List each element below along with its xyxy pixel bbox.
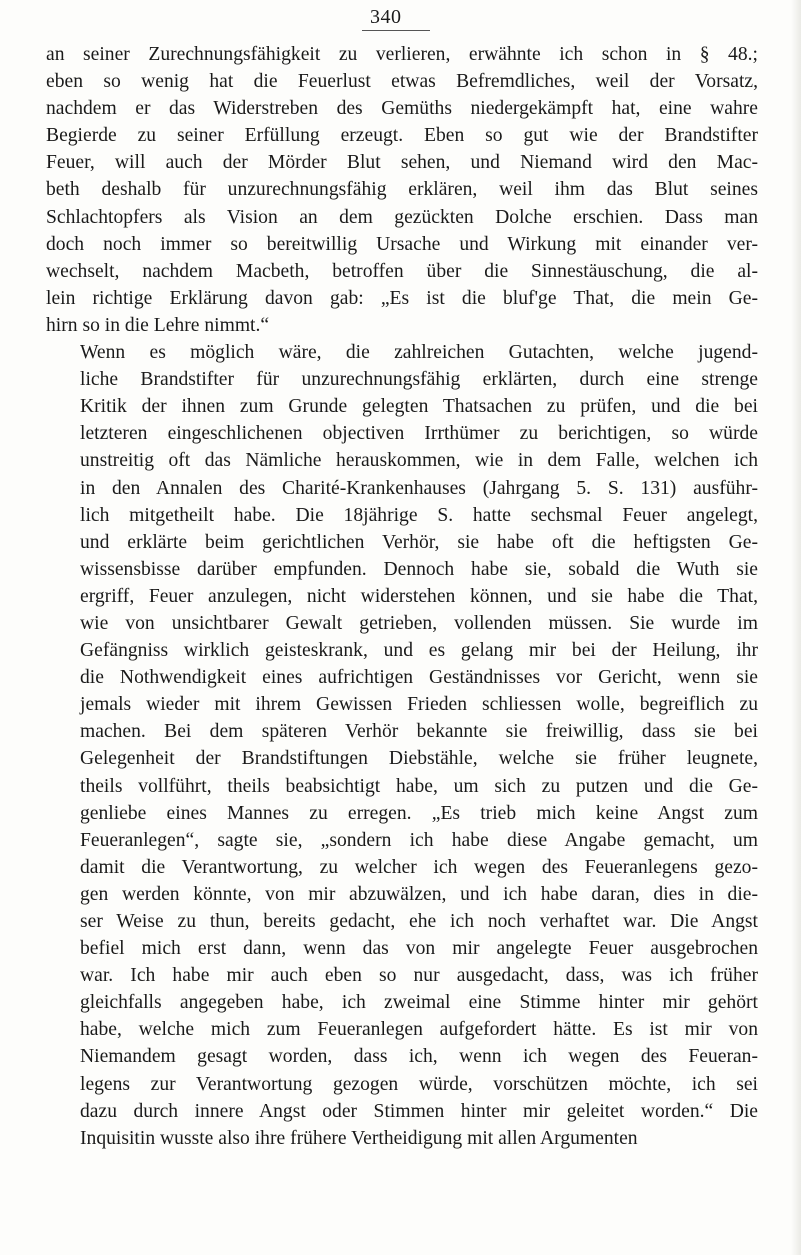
text-line: in den Annalen des Charité-Krankenhauses (Jahrgang 5. S. 131) ausführ- — [80, 477, 758, 499]
text-line: wissensbisse darüber empfunden. Dennoch habe sie, sobald die Wuth sie — [80, 558, 758, 580]
text-line: war. Ich habe mir auch eben so nur ausgedacht, dass, was ich früher — [80, 965, 758, 987]
text-line: Kritik der ihnen zum Grunde gelegten Thatsachen zu prüfen, und die bei — [80, 396, 758, 418]
text-line: Feuer, will auch der Mörder Blut sehen, und Niemand wird den Mac- — [46, 152, 758, 174]
text-line: an seiner Zurechnungsfähigkeit zu verlieren, erwähnte ich schon in § 48.; — [46, 44, 758, 65]
text-line: wechselt, nachdem Macbeth, betroffen über die Sinnestäuschung, die al- — [46, 260, 758, 282]
text-line: legens zur Verantwortung gezogen würde, vorschützen möchte, ich sei — [80, 1073, 758, 1095]
text-line: Gelegenheit der Brandstiftungen Diebstähle, welche sie früher leugnete, — [80, 748, 758, 770]
text-line: gleichfalls angegeben habe, ich zweimal eine Stimme hinter mir gehört — [80, 992, 758, 1014]
page-number: 340 — [370, 6, 402, 28]
text-line: lich mitgetheilt habe. Die 18jährige S. hatte sechsmal Feuer angelegt, — [80, 504, 758, 526]
body-text — [46, 41, 758, 1152]
text-line: Begierde zu seiner Erfüllung erzeugt. Eben so gut wie der Brandstifter — [46, 125, 758, 147]
text-line: habe, welche mich zum Feueranlegen aufgefordert hätte. Es ist mir von — [80, 1019, 758, 1041]
text-line: machen. Bei dem späteren Verhör bekannte sie freiwillig, dass sie bei — [80, 721, 758, 743]
text-line: befiel mich erst dann, wenn das von mir angelegte Feuer ausgebrochen — [80, 938, 758, 960]
text-line: doch noch immer so bereitwillig Ursache und Wirkung mit einander ver- — [46, 233, 758, 255]
text-line: ser Weise zu thun, bereits gedacht, ehe ich noch verhaftet war. Die Angst — [80, 911, 758, 932]
text-line: theils vollführt, theils beabsichtigt habe, um sich zu putzen und die Ge- — [80, 775, 758, 797]
text-line: wie von unsichtbarer Gewalt getrieben, vollenden müssen. Sie wurde im — [80, 612, 758, 634]
text-line: und erklärte beim gerichtlichen Verhör, sie habe oft die heftigsten Ge- — [80, 531, 758, 553]
text-line: genliebe eines Mannes zu erregen. „Es trieb mich keine Angst zum — [80, 802, 758, 824]
text-line: Schlachtopfers als Vision an dem gezückten Dolche erschien. Dass man — [46, 206, 758, 228]
text-line: Gefängniss wirklich geisteskrank, und es gelang mir bei der Heilung, ihr — [80, 640, 758, 662]
text-line: dazu durch innere Angst oder Stimmen hinter mir geleitet worden.“ Die — [80, 1100, 758, 1122]
paragraph-2 — [46, 339, 758, 1152]
text-line: damit die Verantwortung, zu welcher ich wegen des Feueranlegens gezo- — [80, 856, 758, 878]
text-line: Niemandem gesagt worden, dass ich, wenn ich wegen des Feueran- — [80, 1046, 758, 1068]
paragraph-1 — [46, 41, 758, 339]
page-edge-shadow — [791, 0, 801, 1255]
text-line: hirn so in die Lehre nimmt.“ — [46, 314, 270, 336]
text-line: beth deshalb für unzurechnungsfähig erklären, weil ihm das Blut seines — [46, 179, 758, 201]
text-line: unstreitig oft das Nämliche herauskommen, wie in dem Falle, welchen ich — [80, 450, 758, 472]
text-line: Inquisitin wusste also ihre frühere Vertheidigung mit allen Argumenten — [80, 1127, 638, 1149]
text-line: Wenn es möglich wäre, die zahlreichen Gutachten, welche jugend- — [80, 342, 758, 364]
text-line: die Nothwendigkeit eines aufrichtigen Geständnisses vor Gericht, wenn sie — [80, 667, 758, 689]
text-line: liche Brandstifter für unzurechnungsfähig erklärten, durch eine strenge — [80, 369, 758, 391]
text-line: nachdem er das Widerstreben des Gemüths niedergekämpft hat, eine wahre — [46, 98, 758, 120]
text-line: ergriff, Feuer anzulegen, nicht widerstehen können, und sie habe die That, — [80, 585, 758, 607]
text-line: Feueranlegen“, sagte sie, „sondern ich habe diese Angabe gemacht, um — [80, 829, 758, 851]
page-number-rule — [362, 30, 430, 31]
text-line: letzteren eingeschlichenen objectiven Irrthümer zu berichtigen, so würde — [80, 423, 758, 445]
text-line: jemals wieder mit ihrem Gewissen Frieden schliessen wolle, begreiflich zu — [80, 694, 758, 716]
text-line: eben so wenig hat die Feuerlust etwas Befremdliches, weil der Vorsatz, — [46, 71, 758, 93]
text-line: lein richtige Erklärung davon gab: „Es ist die bluf'ge That, die mein Ge- — [46, 287, 758, 309]
text-line: gen werden könnte, von mir abzuwälzen, und ich habe daran, dies in die- — [80, 883, 758, 905]
